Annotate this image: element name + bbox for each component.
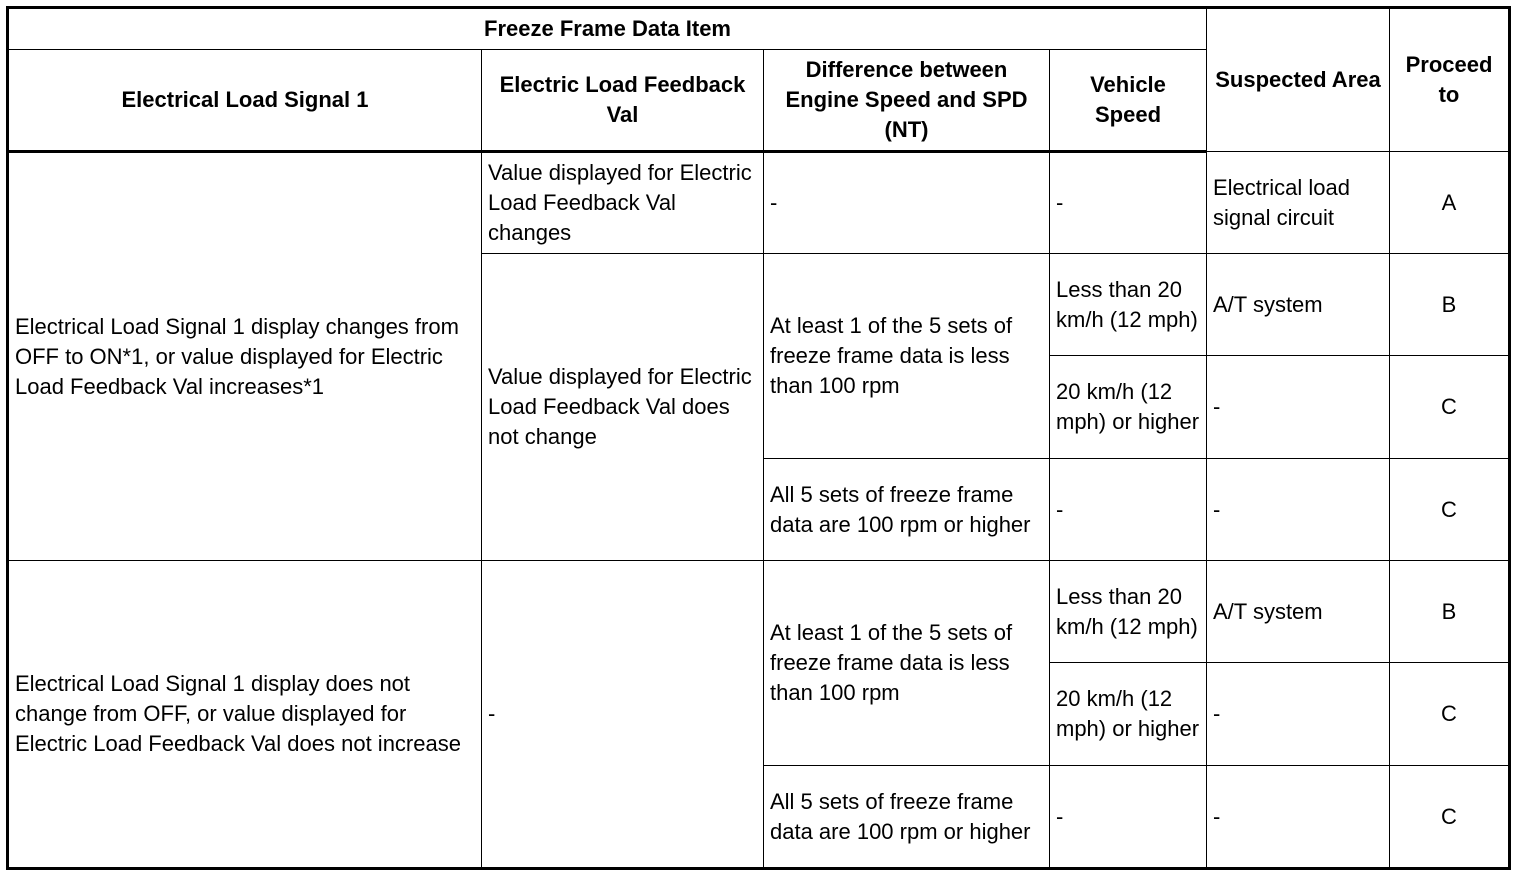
- r6-suspected-area-cell: -: [1207, 663, 1390, 766]
- freeze-frame-group-header: Freeze Frame Data Item: [8, 8, 1207, 50]
- r2-proceed-cell: B: [1390, 254, 1510, 356]
- group2-signal-cell: Electrical Load Signal 1 display does not change from OFF, or value displayed for Electric Load Feedback Val does not increase: [8, 561, 482, 869]
- r2-suspected-area-cell: A/T system: [1207, 254, 1390, 356]
- r5-suspected-area-cell: A/T system: [1207, 561, 1390, 663]
- group1-feedback-no-change-cell: Value displayed for Electric Load Feedback Val does not change: [482, 254, 764, 561]
- proceed-to-header: Proceed to: [1390, 8, 1510, 152]
- r5-proceed-cell: B: [1390, 561, 1510, 663]
- r1-difference-cell: -: [764, 152, 1050, 254]
- table-row: [8, 152, 1510, 254]
- r3-suspected-area-cell: -: [1207, 356, 1390, 459]
- r3-proceed-cell: C: [1390, 356, 1510, 459]
- header-row-1: [8, 8, 1510, 50]
- electrical-load-signal-header: Electrical Load Signal 1: [8, 50, 482, 152]
- group1-signal-cell: Electrical Load Signal 1 display changes from OFF to ON*1, or value displayed for Electric Load Feedback Val increases*1: [8, 152, 482, 561]
- r1-suspected-area-cell: Electrical load signal circuit: [1207, 152, 1390, 254]
- r6-vehicle-speed-cell: 20 km/h (12 mph) or higher: [1050, 663, 1207, 766]
- r4-difference-cell: All 5 sets of freeze frame data are 100 rpm or higher: [764, 459, 1050, 561]
- r7-proceed-cell: C: [1390, 766, 1510, 869]
- r1-vehicle-speed-cell: -: [1050, 152, 1207, 254]
- electric-load-feedback-header: Electric Load Feedback Val: [482, 50, 764, 152]
- g1-difference-less-cell: At least 1 of the 5 sets of freeze frame data is less than 100 rpm: [764, 254, 1050, 459]
- r7-difference-cell: All 5 sets of freeze frame data are 100 rpm or higher: [764, 766, 1050, 869]
- group2-feedback-cell: -: [482, 561, 764, 869]
- difference-engine-speed-header: Difference between Engine Speed and SPD (NT): [764, 50, 1050, 152]
- r4-suspected-area-cell: -: [1207, 459, 1390, 561]
- r2-vehicle-speed-cell: Less than 20 km/h (12 mph): [1050, 254, 1207, 356]
- r5-vehicle-speed-cell: Less than 20 km/h (12 mph): [1050, 561, 1207, 663]
- r4-proceed-cell: C: [1390, 459, 1510, 561]
- r7-suspected-area-cell: -: [1207, 766, 1390, 869]
- table-row: [8, 561, 1510, 663]
- suspected-area-header: Suspected Area: [1207, 8, 1390, 152]
- r6-proceed-cell: C: [1390, 663, 1510, 766]
- r7-vehicle-speed-cell: -: [1050, 766, 1207, 869]
- r4-vehicle-speed-cell: -: [1050, 459, 1207, 561]
- vehicle-speed-header: Vehicle Speed: [1050, 50, 1207, 152]
- freeze-frame-table: [6, 6, 1511, 870]
- group1-feedback-changes-cell: Value displayed for Electric Load Feedback Val changes: [482, 152, 764, 254]
- g2-difference-less-cell: At least 1 of the 5 sets of freeze frame data is less than 100 rpm: [764, 561, 1050, 766]
- r1-proceed-cell: A: [1390, 152, 1510, 254]
- r3-vehicle-speed-cell: 20 km/h (12 mph) or higher: [1050, 356, 1207, 459]
